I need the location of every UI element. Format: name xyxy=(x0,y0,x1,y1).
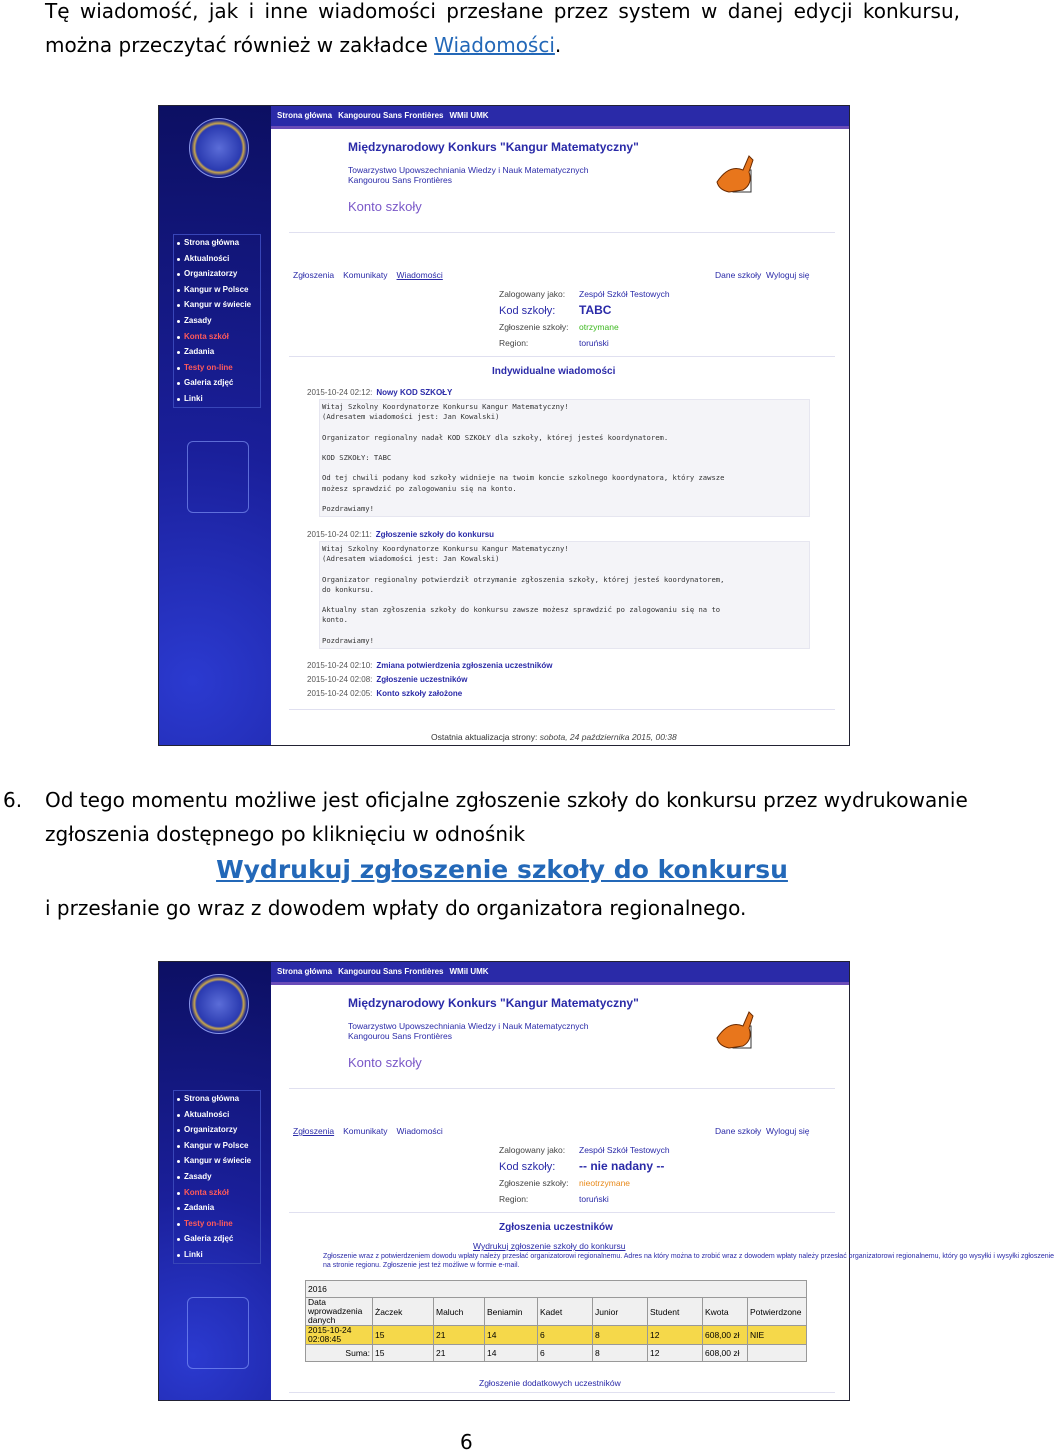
site-subtitle: Towarzystwo Upowszechniania Wiedzy i Nauk Matematycznych xyxy=(348,1021,589,1031)
site-subtitle: Towarzystwo Upowszechniania Wiedzy i Nauk Matematycznych xyxy=(348,165,589,175)
school-data-link[interactable]: Dane szkoły xyxy=(715,270,762,280)
top-nav: Strona główna Kangourou Sans Frontières WMiI UMK xyxy=(271,106,849,126)
menu-item-active[interactable]: Konta szkół xyxy=(174,329,260,345)
menu-item[interactable]: Linki xyxy=(174,391,260,407)
table-sum-row: Suma: 15 21 14 6 8 12 608,00 zł xyxy=(306,1345,807,1362)
kangaroo-mascot-icon xyxy=(709,1006,764,1054)
tab-wiadomosci[interactable]: Wiadomości xyxy=(396,1126,443,1136)
menu-item[interactable]: Aktualności xyxy=(174,1107,260,1123)
message-row[interactable]: 2015-10-24 02:12: Nowy KOD SZKOŁY xyxy=(307,388,453,397)
table-row: 2015-10-24 02:08:45 15 21 14 6 8 12 608,00 zł NIE xyxy=(306,1326,807,1345)
logout-link[interactable]: Wyloguj się xyxy=(766,270,810,280)
logout-link[interactable]: Wyloguj się xyxy=(766,1126,810,1136)
message-row[interactable]: 2015-10-24 02:05: Konto szkoły założone xyxy=(307,689,463,698)
tab-wiadomosci[interactable]: Wiadomości xyxy=(396,270,443,280)
intro-text: Tę wiadomość, jak i inne wiadomości przesłane przez system w danej edycji konkursu, można przeczytać również w zakładce xyxy=(45,0,960,57)
message-line xyxy=(322,595,807,605)
menu-item[interactable]: Testy on-line xyxy=(174,1216,260,1232)
sidebar-menu xyxy=(173,234,261,408)
message-line: Organizator regionalny potwierdził otrzymanie zgłoszenia szkoły, której jesteś koordynatorem, xyxy=(322,574,725,584)
applications-header: Zgłoszenia uczestników xyxy=(499,1222,613,1233)
message-line xyxy=(322,443,807,453)
menu-item[interactable]: Kangur w Polsce xyxy=(174,1138,260,1154)
message-line: Od tej chwili podany kod szkoły widnieje na twoim koncie szkolnego koordynatora, który zawsze xyxy=(322,473,725,483)
message-line: do konkursu. xyxy=(322,584,374,594)
footer-update: Ostatnia aktualizacja strony: sobota, 24 października 2015, 00:38 xyxy=(431,732,677,742)
tab-komunikaty[interactable]: Komunikaty xyxy=(343,1126,388,1136)
message-line: możesz sprawdzić po zalogowaniu się na konto. xyxy=(322,483,517,493)
messages-link[interactable]: Wiadomości xyxy=(434,33,555,57)
message-line: Witaj Szkolny Koordynatorze Konkursu Kangur Matematyczny! xyxy=(322,544,569,553)
menu-item[interactable]: Strona główna xyxy=(174,235,260,251)
menu-item[interactable]: Zasady xyxy=(174,1169,260,1185)
kangaroo-mascot-icon xyxy=(709,150,764,198)
message-line: Witaj Szkolny Koordynatorze Konkursu Kangur Matematyczny! xyxy=(322,402,569,411)
message-line xyxy=(322,422,807,432)
menu-item[interactable]: Galeria zdjęć xyxy=(174,1231,260,1247)
message-line: Aktualny stan zgłoszenia szkoły do konkursu zawsze możesz sprawdzić po zalogowaniu się na to xyxy=(322,605,721,615)
message-line xyxy=(322,626,807,636)
menu-item[interactable]: Zadania xyxy=(174,344,260,360)
site-title: Międzynarodowy Konkurs "Kangur Matematyczny" xyxy=(348,140,639,154)
section-title: Konto szkoły xyxy=(348,1055,422,1070)
message-line: (Adresatem wiadomości jest: Jan Kowalski) xyxy=(322,554,500,564)
menu-item[interactable]: Kangur w Polsce xyxy=(174,282,260,298)
menu-item[interactable]: Zasady xyxy=(174,313,260,329)
message-line xyxy=(322,463,807,473)
menu-item[interactable]: Linki xyxy=(174,1247,260,1263)
tab-zgloszenia[interactable]: Zgłoszenia xyxy=(293,270,335,280)
account-info: Zalogowany jako: Zespół Szkół Testowych Kod szkoły: -- nie nadany -- Zgłoszenie szkoły: nieotrzymane Region: toruński xyxy=(499,1145,670,1204)
menu-item-active[interactable]: Konta szkół xyxy=(174,1185,260,1201)
university-seal-icon xyxy=(189,118,249,178)
menu-item[interactable]: Testy on-line xyxy=(174,360,260,376)
sidebar xyxy=(159,106,271,745)
top-nav: Strona główna Kangourou Sans Frontières WMiI UMK xyxy=(271,962,849,982)
extra-participants-link[interactable]: Zgłoszenie dodatkowych uczestników xyxy=(479,1378,621,1388)
print-application-link[interactable]: Wydrukuj zgłoszenie szkoły do konkursu xyxy=(216,855,788,884)
university-seal-icon xyxy=(189,974,249,1034)
tab-komunikaty[interactable]: Komunikaty xyxy=(343,270,388,280)
message-body xyxy=(319,399,810,517)
menu-item[interactable]: Organizatorzy xyxy=(174,1122,260,1138)
menu-item[interactable]: Strona główna xyxy=(174,1091,260,1107)
menu-item[interactable]: Kangur w świecie xyxy=(174,1153,260,1169)
section-title: Konto szkoły xyxy=(348,199,422,214)
message-line: Organizator regionalny nadał KOD SZKOŁY dla szkoły, której jesteś koordynatorem. xyxy=(322,432,669,442)
message-row[interactable]: 2015-10-24 02:11: Zgłoszenie szkoły do konkursu xyxy=(307,530,495,539)
menu-item[interactable]: Kangur w świecie xyxy=(174,297,260,313)
message-line: konto. xyxy=(322,615,348,625)
menu-item[interactable]: Organizatorzy xyxy=(174,266,260,282)
screenshot-applications xyxy=(158,961,1054,1401)
site-subtitle: Kangourou Sans Frontières xyxy=(348,1031,452,1041)
tab-zgloszenia[interactable]: Zgłoszenia xyxy=(293,1126,335,1136)
kangaroo-logo-icon xyxy=(187,1297,249,1369)
application-note: Zgłoszenie wraz z potwierdzeniem dowodu wpłaty należy przesłać organizatorowi regionalnemu. Adres na który można to zrobić wraz z dowodem wpłaty należy przesłać organizatorowi regionalnemu, który go wysyłki i wysyłki zgłoszenie na stronie regionu. Zgłoszenie jest też możliwe w formie e-mail. xyxy=(323,1253,1054,1269)
message-line: KOD SZKOŁY: TABC xyxy=(322,453,392,463)
message-line: Pozdrawiamy! xyxy=(322,504,374,514)
account-actions xyxy=(715,1126,809,1136)
account-tabs xyxy=(293,270,452,280)
print-application-link[interactable]: Wydrukuj zgłoszenie szkoły do konkursu xyxy=(473,1241,626,1251)
message-row[interactable]: 2015-10-24 02:10: Zmiana potwierdzenia zgłoszenia uczestników xyxy=(307,661,553,670)
school-data-link[interactable]: Dane szkoły xyxy=(715,1126,762,1136)
message-line xyxy=(322,494,807,504)
message-body xyxy=(319,541,810,649)
site-title: Międzynarodowy Konkurs "Kangur Matematyczny" xyxy=(348,996,639,1010)
message-row[interactable]: 2015-10-24 02:08: Zgłoszenie uczestników xyxy=(307,675,468,684)
table-year: 2016 xyxy=(306,1281,807,1298)
menu-item[interactable]: Galeria zdjęć xyxy=(174,375,260,391)
intro-paragraph: Tę wiadomość, jak i inne wiadomości przesłane przez system w danej edycji konkursu, można przeczytać również w zakładce Wiadomości. xyxy=(45,0,960,57)
account-info: Zalogowany jako: Zespół Szkół Testowych Kod szkoły: TABC Zgłoszenie szkoły: otrzymane Region: toruński xyxy=(499,289,670,348)
menu-item[interactable]: Zadania xyxy=(174,1200,260,1216)
sidebar-menu xyxy=(173,1090,261,1264)
message-line: Pozdrawiamy! xyxy=(322,635,374,645)
menu-item[interactable]: Aktualności xyxy=(174,251,260,267)
page-number: 6 xyxy=(460,1430,473,1454)
applications-table xyxy=(305,1280,807,1362)
account-tabs xyxy=(293,1126,452,1136)
table-header-row: Data wprowadzenia danych Żaczek Maluch Beniamin Kadet Junior Student Kwota Potwierdzone xyxy=(306,1298,807,1326)
screenshot-messages xyxy=(158,105,850,746)
message-line xyxy=(322,564,807,574)
account-actions xyxy=(715,270,809,280)
sidebar xyxy=(159,962,271,1400)
kangaroo-logo-icon xyxy=(187,441,249,513)
message-line: (Adresatem wiadomości jest: Jan Kowalski) xyxy=(322,412,500,422)
messages-header: Indywidualne wiadomości xyxy=(492,366,616,377)
site-subtitle: Kangourou Sans Frontières xyxy=(348,175,452,185)
